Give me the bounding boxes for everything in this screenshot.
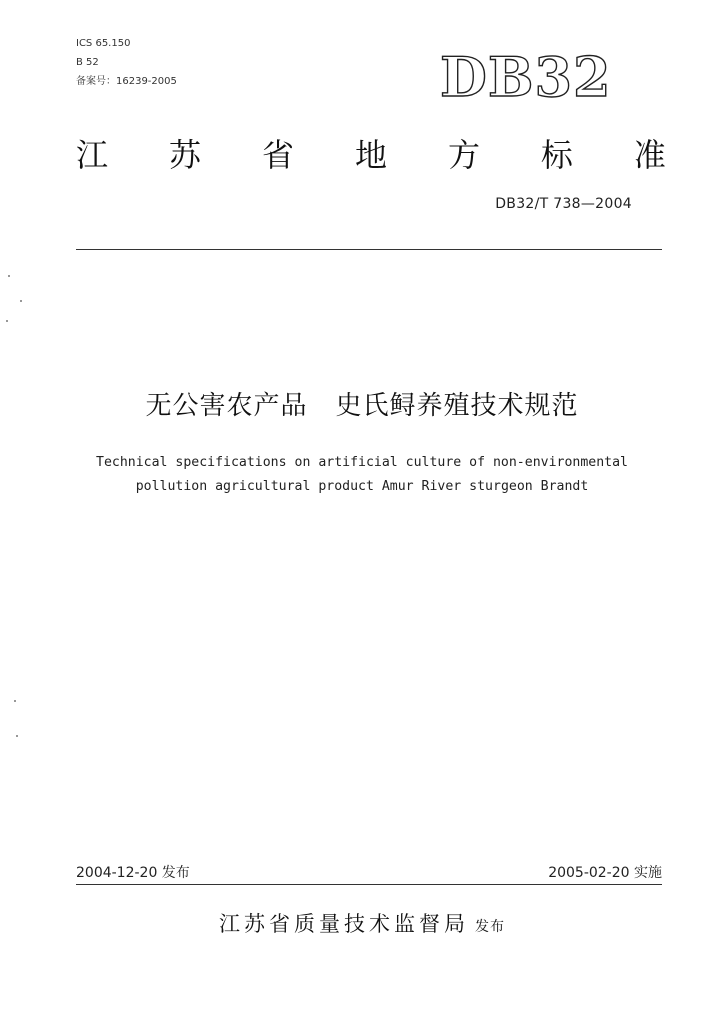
title-cn-part2: 史氏鲟养殖技术规范 bbox=[335, 391, 579, 421]
bottom-divider bbox=[76, 884, 662, 885]
classification-block bbox=[76, 34, 177, 91]
document-title-cn bbox=[0, 385, 724, 422]
publisher-line bbox=[0, 908, 724, 938]
title-en-line1: Technical specifications on artificial culture of non-environmental bbox=[96, 455, 628, 470]
standard-number: DB32/T 738—2004 bbox=[495, 196, 632, 212]
standard-type-char: 苏 bbox=[168, 136, 201, 174]
standard-type-char: 标 bbox=[540, 136, 573, 174]
filing-number: 备案号：16239-2005 bbox=[76, 76, 177, 87]
ics-code: ICS 65.150 bbox=[76, 38, 131, 49]
scan-speck bbox=[6, 320, 8, 322]
db32-logo bbox=[440, 45, 630, 109]
standard-type-char: 准 bbox=[633, 136, 666, 174]
standard-type-char: 省 bbox=[261, 136, 294, 174]
title-cn-part1: 无公害农产品 bbox=[145, 391, 308, 421]
title-en-line2: pollution agricultural product Amur River sturgeon Brandt bbox=[135, 479, 589, 494]
scan-speck bbox=[14, 700, 16, 702]
standard-type-char: 江 bbox=[76, 136, 109, 174]
scan-speck bbox=[20, 300, 22, 302]
standard-type-heading bbox=[76, 130, 666, 176]
publisher-suffix: 发布 bbox=[475, 919, 505, 935]
publisher-name: 江苏省质量技术监督局 bbox=[219, 912, 469, 936]
standard-type-char: 方 bbox=[447, 136, 480, 174]
standard-type-char: 地 bbox=[354, 136, 387, 174]
top-divider bbox=[76, 249, 662, 250]
scan-speck bbox=[16, 735, 18, 737]
scan-speck bbox=[8, 275, 10, 277]
date-row bbox=[76, 862, 662, 882]
implementation-date: 2005-02-20 实施 bbox=[548, 865, 662, 881]
document-title-en bbox=[0, 451, 724, 499]
ccs-code: B 52 bbox=[76, 57, 99, 68]
issue-date: 2004-12-20 发布 bbox=[76, 865, 190, 881]
db32-logo-text: DB32 bbox=[440, 45, 612, 109]
